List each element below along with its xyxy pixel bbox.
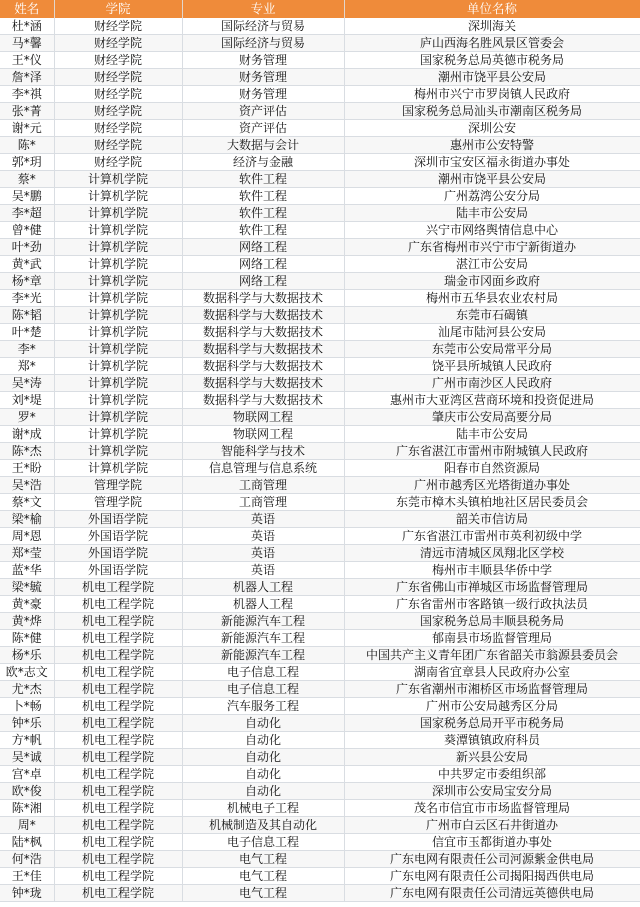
cell-name: 陈*湘 xyxy=(0,800,54,817)
table-row xyxy=(0,817,640,834)
cell-school: 机电工程学院 xyxy=(54,664,182,681)
cell-name: 蔡*文 xyxy=(0,494,54,511)
cell-school: 机电工程学院 xyxy=(54,715,182,732)
cell-major: 数据科学与大数据技术 xyxy=(182,324,344,341)
cell-major: 资产评估 xyxy=(182,103,344,120)
cell-major: 网络工程 xyxy=(182,239,344,256)
cell-school: 计算机学院 xyxy=(54,341,182,358)
cell-unit: 新兴县公安局 xyxy=(344,749,640,766)
table-row xyxy=(0,851,640,868)
table-row xyxy=(0,52,640,69)
cell-name: 尤*杰 xyxy=(0,681,54,698)
table-body xyxy=(0,18,640,902)
cell-major: 自动化 xyxy=(182,783,344,800)
cell-school: 计算机学院 xyxy=(54,256,182,273)
cell-major: 电子信息工程 xyxy=(182,834,344,851)
cell-school: 计算机学院 xyxy=(54,375,182,392)
cell-school: 外国语学院 xyxy=(54,528,182,545)
cell-unit: 东莞市石碣镇 xyxy=(344,307,640,324)
cell-major: 财务管理 xyxy=(182,52,344,69)
cell-school: 机电工程学院 xyxy=(54,817,182,834)
cell-name: 郭*玥 xyxy=(0,154,54,171)
cell-name: 李* xyxy=(0,341,54,358)
cell-school: 机电工程学院 xyxy=(54,596,182,613)
table-row xyxy=(0,18,640,35)
cell-major: 机器人工程 xyxy=(182,579,344,596)
cell-unit: 广东电网有限责任公司清远英德供电局 xyxy=(344,885,640,902)
cell-unit: 陆丰市公安局 xyxy=(344,426,640,443)
cell-school: 计算机学院 xyxy=(54,443,182,460)
cell-major: 国际经济与贸易 xyxy=(182,18,344,35)
cell-major: 经济与金融 xyxy=(182,154,344,171)
cell-unit: 国家税务总局汕头市潮南区税务局 xyxy=(344,103,640,120)
cell-name: 曾*健 xyxy=(0,222,54,239)
cell-name: 何*浩 xyxy=(0,851,54,868)
cell-unit: 惠州市大亚湾区营商环境和投资促进局 xyxy=(344,392,640,409)
cell-unit: 湛江市公安局 xyxy=(344,256,640,273)
cell-school: 机电工程学院 xyxy=(54,681,182,698)
cell-unit: 郁南县市场监督管理局 xyxy=(344,630,640,647)
table-row xyxy=(0,766,640,783)
cell-school: 财经学院 xyxy=(54,35,182,52)
cell-unit: 广东电网有限责任公司河源紫金供电局 xyxy=(344,851,640,868)
cell-unit: 葵潭镇镇政府科员 xyxy=(344,732,640,749)
table-row xyxy=(0,273,640,290)
table-row xyxy=(0,239,640,256)
cell-major: 电气工程 xyxy=(182,851,344,868)
cell-name: 梁*榆 xyxy=(0,511,54,528)
cell-school: 财经学院 xyxy=(54,18,182,35)
cell-unit: 汕尾市陆河县公安局 xyxy=(344,324,640,341)
cell-school: 计算机学院 xyxy=(54,205,182,222)
cell-major: 软件工程 xyxy=(182,222,344,239)
table-row xyxy=(0,358,640,375)
table-row xyxy=(0,426,640,443)
cell-name: 宫*卓 xyxy=(0,766,54,783)
cell-major: 财务管理 xyxy=(182,69,344,86)
cell-unit: 广东省雷州市客路镇一级行政执法员 xyxy=(344,596,640,613)
cell-school: 外国语学院 xyxy=(54,511,182,528)
cell-name: 钟*乐 xyxy=(0,715,54,732)
cell-major: 软件工程 xyxy=(182,205,344,222)
cell-name: 黄*豪 xyxy=(0,596,54,613)
cell-school: 财经学院 xyxy=(54,120,182,137)
cell-unit: 深圳海关 xyxy=(344,18,640,35)
cell-school: 计算机学院 xyxy=(54,290,182,307)
cell-name: 谢*成 xyxy=(0,426,54,443)
table-row xyxy=(0,290,640,307)
table-row xyxy=(0,341,640,358)
table-row xyxy=(0,86,640,103)
table-row xyxy=(0,868,640,885)
cell-school: 财经学院 xyxy=(54,154,182,171)
cell-unit: 梅州市五华县农业农村局 xyxy=(344,290,640,307)
cell-unit: 广东省湛江市雷州市附城镇人民政府 xyxy=(344,443,640,460)
cell-unit: 广州市越秀区光塔街道办事处 xyxy=(344,477,640,494)
cell-school: 计算机学院 xyxy=(54,273,182,290)
cell-name: 陈*健 xyxy=(0,630,54,647)
cell-school: 计算机学院 xyxy=(54,171,182,188)
cell-name: 杨*章 xyxy=(0,273,54,290)
table-row xyxy=(0,188,640,205)
cell-school: 机电工程学院 xyxy=(54,851,182,868)
cell-unit: 茂名市信宜市市场监督管理局 xyxy=(344,800,640,817)
cell-unit: 梅州市丰顺县华侨中学 xyxy=(344,562,640,579)
cell-name: 吴*鹏 xyxy=(0,188,54,205)
cell-unit: 瑞金市冈面乡政府 xyxy=(344,273,640,290)
cell-unit: 湖南省宜章县人民政府办公室 xyxy=(344,664,640,681)
cell-school: 机电工程学院 xyxy=(54,698,182,715)
cell-school: 计算机学院 xyxy=(54,324,182,341)
cell-unit: 梅州市兴宁市罗岗镇人民政府 xyxy=(344,86,640,103)
cell-unit: 广东省梅州市兴宁市宁新街道办 xyxy=(344,239,640,256)
cell-unit: 广州市公安局越秀区分局 xyxy=(344,698,640,715)
cell-school: 计算机学院 xyxy=(54,222,182,239)
cell-name: 刘*堤 xyxy=(0,392,54,409)
cell-unit: 广州荔湾公安分局 xyxy=(344,188,640,205)
table-row xyxy=(0,834,640,851)
cell-major: 自动化 xyxy=(182,766,344,783)
cell-major: 电子信息工程 xyxy=(182,664,344,681)
header-name: 姓名 xyxy=(0,0,54,18)
cell-major: 自动化 xyxy=(182,749,344,766)
cell-name: 谢*元 xyxy=(0,120,54,137)
cell-name: 叶*劲 xyxy=(0,239,54,256)
table-row xyxy=(0,783,640,800)
cell-name: 钟*珑 xyxy=(0,885,54,902)
cell-major: 机械电子工程 xyxy=(182,800,344,817)
cell-major: 新能源汽车工程 xyxy=(182,613,344,630)
table-row xyxy=(0,511,640,528)
cell-school: 机电工程学院 xyxy=(54,630,182,647)
table-row xyxy=(0,885,640,902)
cell-unit: 饶平县所城镇人民政府 xyxy=(344,358,640,375)
cell-unit: 中共罗定市委组织部 xyxy=(344,766,640,783)
cell-name: 罗* xyxy=(0,409,54,426)
cell-major: 国际经济与贸易 xyxy=(182,35,344,52)
cell-unit: 兴宁市网络舆情信息中心 xyxy=(344,222,640,239)
cell-major: 网络工程 xyxy=(182,256,344,273)
cell-unit: 广东电网有限责任公司揭阳揭西供电局 xyxy=(344,868,640,885)
cell-major: 工商管理 xyxy=(182,494,344,511)
table-row xyxy=(0,749,640,766)
cell-unit: 广东省潮州市湘桥区市场监督管理局 xyxy=(344,681,640,698)
cell-unit: 广东省湛江市雷州市英利初级中学 xyxy=(344,528,640,545)
cell-major: 数据科学与大数据技术 xyxy=(182,290,344,307)
table-row xyxy=(0,69,640,86)
cell-unit: 中国共产主义青年团广东省韶关市翁源县委员会 xyxy=(344,647,640,664)
table-row xyxy=(0,698,640,715)
cell-unit: 国家税务总局丰顺县税务局 xyxy=(344,613,640,630)
cell-school: 机电工程学院 xyxy=(54,800,182,817)
table-row xyxy=(0,800,640,817)
cell-unit: 深圳市宝安区福永街道办事处 xyxy=(344,154,640,171)
cell-major: 自动化 xyxy=(182,715,344,732)
cell-name: 王*仪 xyxy=(0,52,54,69)
table-row xyxy=(0,324,640,341)
cell-name: 杨*乐 xyxy=(0,647,54,664)
table-row xyxy=(0,154,640,171)
cell-name: 吴*诚 xyxy=(0,749,54,766)
cell-name: 李*祺 xyxy=(0,86,54,103)
cell-school: 机电工程学院 xyxy=(54,732,182,749)
table-row xyxy=(0,477,640,494)
table-row xyxy=(0,256,640,273)
cell-name: 杜*涵 xyxy=(0,18,54,35)
cell-school: 财经学院 xyxy=(54,137,182,154)
cell-school: 计算机学院 xyxy=(54,188,182,205)
cell-name: 叶*楚 xyxy=(0,324,54,341)
table-row xyxy=(0,681,640,698)
cell-name: 蓝*华 xyxy=(0,562,54,579)
cell-name: 陈* xyxy=(0,137,54,154)
table-row xyxy=(0,579,640,596)
cell-major: 新能源汽车工程 xyxy=(182,647,344,664)
cell-major: 网络工程 xyxy=(182,273,344,290)
cell-major: 工商管理 xyxy=(182,477,344,494)
cell-major: 机械制造及其自动化 xyxy=(182,817,344,834)
cell-school: 财经学院 xyxy=(54,103,182,120)
cell-major: 物联网工程 xyxy=(182,409,344,426)
table-row xyxy=(0,375,640,392)
cell-name: 卜*畅 xyxy=(0,698,54,715)
cell-name: 张*菁 xyxy=(0,103,54,120)
cell-name: 蔡* xyxy=(0,171,54,188)
cell-school: 管理学院 xyxy=(54,477,182,494)
header-unit: 单位名称 xyxy=(344,0,640,18)
table-row xyxy=(0,222,640,239)
cell-name: 周*恩 xyxy=(0,528,54,545)
cell-unit: 肇庆市公安局高要分局 xyxy=(344,409,640,426)
table-row xyxy=(0,120,640,137)
cell-school: 计算机学院 xyxy=(54,392,182,409)
cell-unit: 阳春市自然资源局 xyxy=(344,460,640,477)
cell-name: 黄*武 xyxy=(0,256,54,273)
cell-name: 马*馨 xyxy=(0,35,54,52)
cell-unit: 深圳市公安局宝安分局 xyxy=(344,783,640,800)
table-row xyxy=(0,732,640,749)
cell-school: 机电工程学院 xyxy=(54,647,182,664)
cell-unit: 潮州市饶平县公安局 xyxy=(344,171,640,188)
cell-school: 外国语学院 xyxy=(54,562,182,579)
cell-major: 软件工程 xyxy=(182,188,344,205)
cell-school: 机电工程学院 xyxy=(54,834,182,851)
table-row xyxy=(0,205,640,222)
cell-school: 计算机学院 xyxy=(54,239,182,256)
cell-major: 电气工程 xyxy=(182,885,344,902)
table-row xyxy=(0,103,640,120)
cell-major: 数据科学与大数据技术 xyxy=(182,375,344,392)
cell-major: 大数据与会计 xyxy=(182,137,344,154)
table-row xyxy=(0,171,640,188)
cell-school: 计算机学院 xyxy=(54,426,182,443)
cell-school: 机电工程学院 xyxy=(54,579,182,596)
cell-major: 信息管理与信息系统 xyxy=(182,460,344,477)
cell-major: 数据科学与大数据技术 xyxy=(182,307,344,324)
cell-school: 财经学院 xyxy=(54,69,182,86)
cell-school: 机电工程学院 xyxy=(54,766,182,783)
cell-name: 李*光 xyxy=(0,290,54,307)
cell-school: 计算机学院 xyxy=(54,409,182,426)
cell-name: 郑* xyxy=(0,358,54,375)
table-row xyxy=(0,35,640,52)
cell-unit: 清远市清城区凤翔北区学校 xyxy=(344,545,640,562)
table-row xyxy=(0,562,640,579)
table-row xyxy=(0,715,640,732)
cell-unit: 东莞市樟木头镇柏地社区居民委员会 xyxy=(344,494,640,511)
cell-major: 物联网工程 xyxy=(182,426,344,443)
table-row xyxy=(0,443,640,460)
table-row xyxy=(0,613,640,630)
cell-name: 欧*俊 xyxy=(0,783,54,800)
cell-major: 电子信息工程 xyxy=(182,681,344,698)
cell-school: 机电工程学院 xyxy=(54,885,182,902)
cell-unit: 韶关市信访局 xyxy=(344,511,640,528)
cell-major: 英语 xyxy=(182,545,344,562)
cell-name: 陆*枫 xyxy=(0,834,54,851)
cell-name: 陈*韬 xyxy=(0,307,54,324)
table-row xyxy=(0,528,640,545)
cell-unit: 广州市南沙区人民政府 xyxy=(344,375,640,392)
table-row xyxy=(0,630,640,647)
cell-major: 英语 xyxy=(182,511,344,528)
cell-school: 机电工程学院 xyxy=(54,868,182,885)
cell-major: 汽车服务工程 xyxy=(182,698,344,715)
cell-name: 方*帆 xyxy=(0,732,54,749)
table-row xyxy=(0,307,640,324)
cell-name: 吴*浩 xyxy=(0,477,54,494)
cell-school: 计算机学院 xyxy=(54,358,182,375)
cell-name: 郑*莹 xyxy=(0,545,54,562)
cell-school: 计算机学院 xyxy=(54,307,182,324)
cell-major: 电气工程 xyxy=(182,868,344,885)
cell-major: 自动化 xyxy=(182,732,344,749)
cell-school: 财经学院 xyxy=(54,86,182,103)
cell-name: 王*佳 xyxy=(0,868,54,885)
cell-major: 机器人工程 xyxy=(182,596,344,613)
cell-unit: 潮州市饶平县公安局 xyxy=(344,69,640,86)
table-row xyxy=(0,460,640,477)
cell-school: 财经学院 xyxy=(54,52,182,69)
cell-unit: 东莞市公安局常平分局 xyxy=(344,341,640,358)
cell-major: 软件工程 xyxy=(182,171,344,188)
cell-unit: 广东省佛山市禅城区市场监督管理局 xyxy=(344,579,640,596)
cell-name: 李*超 xyxy=(0,205,54,222)
header-major: 专业 xyxy=(182,0,344,18)
cell-major: 财务管理 xyxy=(182,86,344,103)
cell-major: 英语 xyxy=(182,528,344,545)
cell-unit: 陆丰市公安局 xyxy=(344,205,640,222)
table-row xyxy=(0,664,640,681)
cell-school: 计算机学院 xyxy=(54,460,182,477)
cell-major: 数据科学与大数据技术 xyxy=(182,341,344,358)
cell-major: 英语 xyxy=(182,562,344,579)
table-row xyxy=(0,409,640,426)
cell-major: 智能科学与技术 xyxy=(182,443,344,460)
table-row xyxy=(0,392,640,409)
cell-name: 王*盼 xyxy=(0,460,54,477)
cell-unit: 庐山西海名胜风景区管委会 xyxy=(344,35,640,52)
cell-unit: 广州市白云区石井街道办 xyxy=(344,817,640,834)
cell-name: 欧*志文 xyxy=(0,664,54,681)
table-row xyxy=(0,596,640,613)
cell-name: 吴*涛 xyxy=(0,375,54,392)
cell-major: 数据科学与大数据技术 xyxy=(182,358,344,375)
cell-unit: 深圳公安 xyxy=(344,120,640,137)
cell-unit: 国家税务总局开平市税务局 xyxy=(344,715,640,732)
cell-name: 陈*杰 xyxy=(0,443,54,460)
cell-unit: 惠州市公安特警 xyxy=(344,137,640,154)
table-row xyxy=(0,647,640,664)
cell-name: 梁*毓 xyxy=(0,579,54,596)
header-row xyxy=(0,0,640,18)
cell-school: 机电工程学院 xyxy=(54,613,182,630)
cell-unit: 国家税务总局英德市税务局 xyxy=(344,52,640,69)
table-row xyxy=(0,545,640,562)
table-row xyxy=(0,137,640,154)
cell-name: 詹*泽 xyxy=(0,69,54,86)
cell-name: 黄*烨 xyxy=(0,613,54,630)
cell-school: 机电工程学院 xyxy=(54,783,182,800)
cell-school: 管理学院 xyxy=(54,494,182,511)
cell-name: 周* xyxy=(0,817,54,834)
cell-major: 资产评估 xyxy=(182,120,344,137)
header-school: 学院 xyxy=(54,0,182,18)
cell-school: 机电工程学院 xyxy=(54,749,182,766)
cell-major: 数据科学与大数据技术 xyxy=(182,392,344,409)
cell-school: 外国语学院 xyxy=(54,545,182,562)
cell-major: 新能源汽车工程 xyxy=(182,630,344,647)
table-row xyxy=(0,494,640,511)
cell-unit: 信宜市玉都街道办事处 xyxy=(344,834,640,851)
